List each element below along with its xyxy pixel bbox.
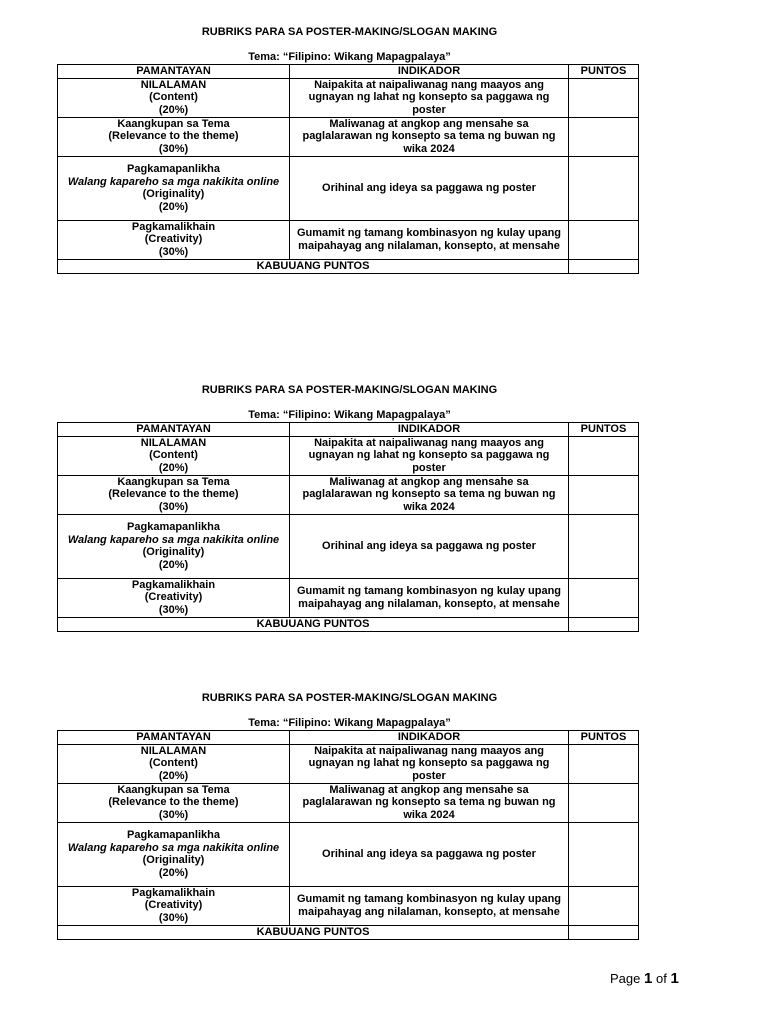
rubric-section-3 [57, 692, 638, 940]
total-row [58, 925, 639, 939]
points-cell[interactable] [569, 578, 639, 617]
header-criteria: PAMANTAYAN [58, 731, 290, 745]
total-points-cell[interactable] [569, 925, 639, 939]
rubric-section-2 [57, 384, 638, 632]
points-cell[interactable] [569, 783, 639, 822]
rubric-theme: Tema: “Filipino: Wikang Mapagpalaya” [248, 409, 451, 421]
criteria-cell: Pagkamalikhain (Creativity) (30%) [58, 886, 290, 925]
criteria-cell: Kaangkupan sa Tema (Relevance to the theme) (30%) [58, 117, 290, 156]
points-cell[interactable] [569, 475, 639, 514]
indicator-cell: Gumamit ng tamang kombinasyon ng kulay upang maipahayag ang nilalaman, konsepto, at mensahe [290, 220, 569, 259]
page-number: Page 1 of 1 [610, 970, 679, 987]
indicator-cell: Orihinal ang ideya sa paggawa ng poster [290, 514, 569, 578]
header-points: PUNTOS [569, 731, 639, 745]
table-row [58, 156, 639, 220]
points-cell[interactable] [569, 220, 639, 259]
total-points-cell[interactable] [569, 259, 639, 273]
total-points-cell[interactable] [569, 617, 639, 631]
points-cell[interactable] [569, 78, 639, 117]
table-row [58, 220, 639, 259]
points-cell[interactable] [569, 886, 639, 925]
indicator-cell: Maliwanag at angkop ang mensahe sa paglalarawan ng konsepto sa tema ng buwan ng wika 2024 [290, 475, 569, 514]
total-label: KABUUANG PUNTOS [58, 617, 569, 631]
total-label: KABUUANG PUNTOS [58, 259, 569, 273]
indicator-cell: Naipakita at naipaliwanag nang maayos ang ugnayan ng lahat ng konsepto sa paggawa ng poster [290, 744, 569, 783]
header-indicator: INDIKADOR [290, 423, 569, 437]
rubric-theme: Tema: “Filipino: Wikang Mapagpalaya” [248, 51, 451, 63]
rubric-table [57, 422, 639, 632]
criteria-cell: Pagkamapanlikha Walang kapareho sa mga nakikita online (Originality) (20%) [58, 156, 290, 220]
header-indicator: INDIKADOR [290, 731, 569, 745]
criteria-cell: Kaangkupan sa Tema (Relevance to the theme) (30%) [58, 783, 290, 822]
table-row [58, 514, 639, 578]
indicator-cell: Gumamit ng tamang kombinasyon ng kulay upang maipahayag ang nilalaman, konsepto, at mensahe [290, 886, 569, 925]
rubric-table [57, 64, 639, 274]
indicator-cell: Maliwanag at angkop ang mensahe sa paglalarawan ng konsepto sa tema ng buwan ng wika 2024 [290, 117, 569, 156]
points-cell[interactable] [569, 436, 639, 475]
rubric-title: RUBRIKS PARA SA POSTER-MAKING/SLOGAN MAKING [201, 384, 498, 396]
table-row [58, 436, 639, 475]
points-cell[interactable] [569, 514, 639, 578]
table-row [58, 822, 639, 886]
criteria-cell: Pagkamapanlikha Walang kapareho sa mga nakikita online (Originality) (20%) [58, 514, 290, 578]
rubric-section-1 [57, 26, 638, 274]
criteria-cell: NILALAMAN (Content) (20%) [58, 744, 290, 783]
points-cell[interactable] [569, 156, 639, 220]
rubric-table [57, 730, 639, 940]
rubric-title: RUBRIKS PARA SA POSTER-MAKING/SLOGAN MAKING [201, 26, 498, 38]
indicator-cell: Naipakita at naipaliwanag nang maayos ang ugnayan ng lahat ng konsepto sa paggawa ng poster [290, 78, 569, 117]
table-row [58, 886, 639, 925]
table-row [58, 744, 639, 783]
indicator-cell: Orihinal ang ideya sa paggawa ng poster [290, 822, 569, 886]
total-row [58, 617, 639, 631]
table-row [58, 117, 639, 156]
table-row [58, 475, 639, 514]
indicator-cell: Orihinal ang ideya sa paggawa ng poster [290, 156, 569, 220]
indicator-cell: Naipakita at naipaliwanag nang maayos ang ugnayan ng lahat ng konsepto sa paggawa ng poster [290, 436, 569, 475]
criteria-cell: NILALAMAN (Content) (20%) [58, 78, 290, 117]
criteria-cell: NILALAMAN (Content) (20%) [58, 436, 290, 475]
criteria-cell: Pagkamalikhain (Creativity) (30%) [58, 578, 290, 617]
table-row [58, 78, 639, 117]
rubric-theme: Tema: “Filipino: Wikang Mapagpalaya” [248, 717, 451, 729]
indicator-cell: Gumamit ng tamang kombinasyon ng kulay upang maipahayag ang nilalaman, konsepto, at mensahe [290, 578, 569, 617]
header-points: PUNTOS [569, 423, 639, 437]
points-cell[interactable] [569, 744, 639, 783]
points-cell[interactable] [569, 822, 639, 886]
rubric-title: RUBRIKS PARA SA POSTER-MAKING/SLOGAN MAKING [201, 692, 498, 704]
header-points: PUNTOS [569, 65, 639, 79]
points-cell[interactable] [569, 117, 639, 156]
total-label: KABUUANG PUNTOS [58, 925, 569, 939]
header-indicator: INDIKADOR [290, 65, 569, 79]
total-row [58, 259, 639, 273]
criteria-cell: Kaangkupan sa Tema (Relevance to the theme) (30%) [58, 475, 290, 514]
header-criteria: PAMANTAYAN [58, 423, 290, 437]
header-criteria: PAMANTAYAN [58, 65, 290, 79]
table-row [58, 578, 639, 617]
table-row [58, 783, 639, 822]
indicator-cell: Maliwanag at angkop ang mensahe sa paglalarawan ng konsepto sa tema ng buwan ng wika 2024 [290, 783, 569, 822]
criteria-cell: Pagkamalikhain (Creativity) (30%) [58, 220, 290, 259]
criteria-cell: Pagkamapanlikha Walang kapareho sa mga nakikita online (Originality) (20%) [58, 822, 290, 886]
